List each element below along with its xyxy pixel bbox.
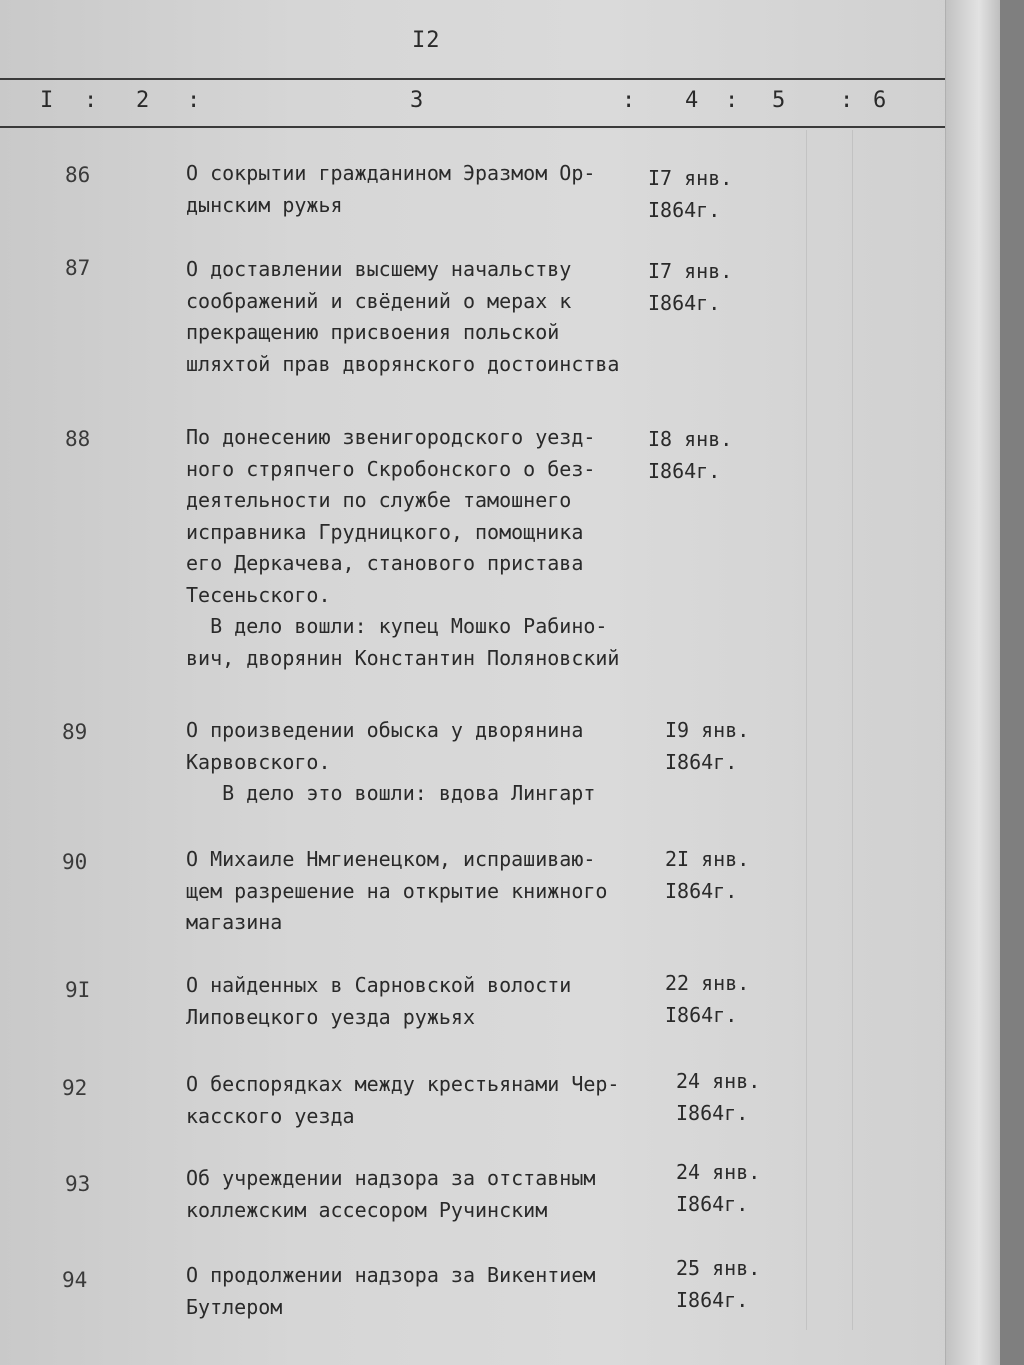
date-day: I9 янв. (665, 718, 750, 742)
entry-date (648, 163, 732, 226)
entry-number: 89 (62, 720, 88, 744)
entry-description (186, 844, 656, 939)
date-year: I864г. (676, 1287, 749, 1312)
date-day: I7 янв. (648, 166, 733, 190)
entry-line: дынским ружья (186, 192, 343, 217)
entry-line: вич, дворянин Константин Поляновский (186, 645, 620, 670)
entry-line: деятельности по службе тамошнего (186, 488, 572, 512)
entry-description (186, 1069, 656, 1132)
entry-line: исправника Грудницкого, помощника (186, 519, 584, 544)
date-year: I864г. (665, 749, 738, 774)
entry-description (186, 1163, 656, 1226)
entry-line: магазина (186, 910, 283, 934)
entry-line: его Деркачева, станового пристава (186, 551, 584, 575)
header-top-rule (0, 78, 945, 80)
entry-number: 87 (65, 256, 91, 280)
entry-line: соображений и свёдений о мерах к (186, 288, 572, 313)
entry-line: ного стряпчего Скробонского о без- (186, 456, 596, 481)
column-separator: : (840, 88, 854, 113)
column-header-4: 4 (685, 88, 699, 113)
header-bottom-rule (0, 126, 945, 128)
entry-date (676, 1253, 760, 1316)
entry-line: Об учреждении надзора за отставным (186, 1166, 596, 1190)
faint-column-line (852, 130, 853, 1330)
entry-description (186, 158, 656, 221)
date-day: I7 янв. (648, 259, 733, 283)
column-header-2: 2 (136, 88, 150, 113)
date-year: I864г. (648, 197, 721, 222)
entry-line: О найденных в Сарновской волости (186, 973, 572, 997)
entry-date (665, 968, 749, 1031)
entry-line: О доставлении высшему начальству (186, 257, 572, 281)
column-separator: : (187, 88, 201, 113)
entry-date (648, 256, 732, 319)
entry-description (186, 970, 656, 1033)
entry-line: Тесеньского. (186, 582, 331, 607)
entry-line: касского уезда (186, 1103, 355, 1128)
date-day: 2I янв. (665, 847, 750, 871)
entry-line: О произведении обыска у дворянина (186, 718, 584, 742)
column-separator: : (84, 88, 98, 113)
column-separator: : (622, 88, 636, 113)
entry-date (665, 844, 749, 907)
entry-line: По донесению звенигородского уезд- (186, 425, 596, 449)
column-header-6: 6 (873, 88, 887, 113)
faint-column-line (806, 130, 807, 1330)
date-day: 25 янв. (676, 1256, 761, 1280)
date-year: I864г. (665, 1002, 738, 1027)
date-day: I8 янв. (648, 427, 733, 451)
date-day: 24 янв. (676, 1069, 761, 1093)
date-year: I864г. (676, 1100, 749, 1125)
entry-line: О Михаиле Нмгиенецком, испрашиваю- (186, 847, 596, 871)
date-day: 22 янв. (665, 971, 750, 995)
entry-number: 94 (62, 1268, 88, 1292)
entry-description (186, 422, 656, 674)
entry-number: 88 (65, 427, 91, 451)
entry-number: 86 (65, 163, 91, 187)
column-header-5: 5 (772, 88, 786, 113)
date-year: I864г. (648, 458, 721, 483)
column-header-3: 3 (410, 88, 424, 113)
date-day: 24 янв. (676, 1160, 761, 1184)
entry-line: О беспорядках между крестьянами Чер- (186, 1072, 620, 1096)
date-year: I864г. (665, 878, 738, 903)
entry-line: О сокрытии гражданином Эразмом Ор- (186, 161, 596, 185)
column-header-1: I (40, 88, 54, 113)
entry-line: прекращению присвоения польской (186, 320, 560, 344)
next-page-edge (945, 0, 1000, 1365)
entry-line: шляхтой прав дворянского достоинства (186, 351, 620, 376)
entry-line: В дело это вошли: вдова Лингарт (198, 781, 596, 805)
entry-date (665, 715, 749, 778)
entry-date (676, 1066, 760, 1129)
entry-number: 93 (65, 1172, 91, 1196)
date-year: I864г. (648, 290, 721, 315)
entry-number: 92 (62, 1076, 88, 1100)
entry-line: О продолжении надзора за Викентием (186, 1263, 596, 1287)
date-year: I864г. (676, 1191, 749, 1216)
entry-description (186, 1260, 656, 1323)
entry-line: Бутлером (186, 1294, 283, 1319)
entry-line: Липовецкого уезда ружьях (186, 1004, 475, 1029)
entry-description (186, 254, 656, 380)
entry-number: 90 (62, 850, 88, 874)
entry-date (648, 424, 732, 487)
entry-description (186, 715, 656, 810)
entry-date (676, 1157, 760, 1220)
entry-line: Карвовского. (186, 749, 331, 774)
entry-line: коллежским ассесором Ручинским (186, 1197, 548, 1222)
entry-line: В дело вошли: купец Мошко Рабино- (186, 614, 608, 638)
entry-number: 9I (65, 978, 91, 1002)
column-separator: : (725, 88, 739, 113)
entry-line: щем разрешение на открытие книжного (186, 878, 608, 903)
page-number: I2 (412, 28, 441, 53)
